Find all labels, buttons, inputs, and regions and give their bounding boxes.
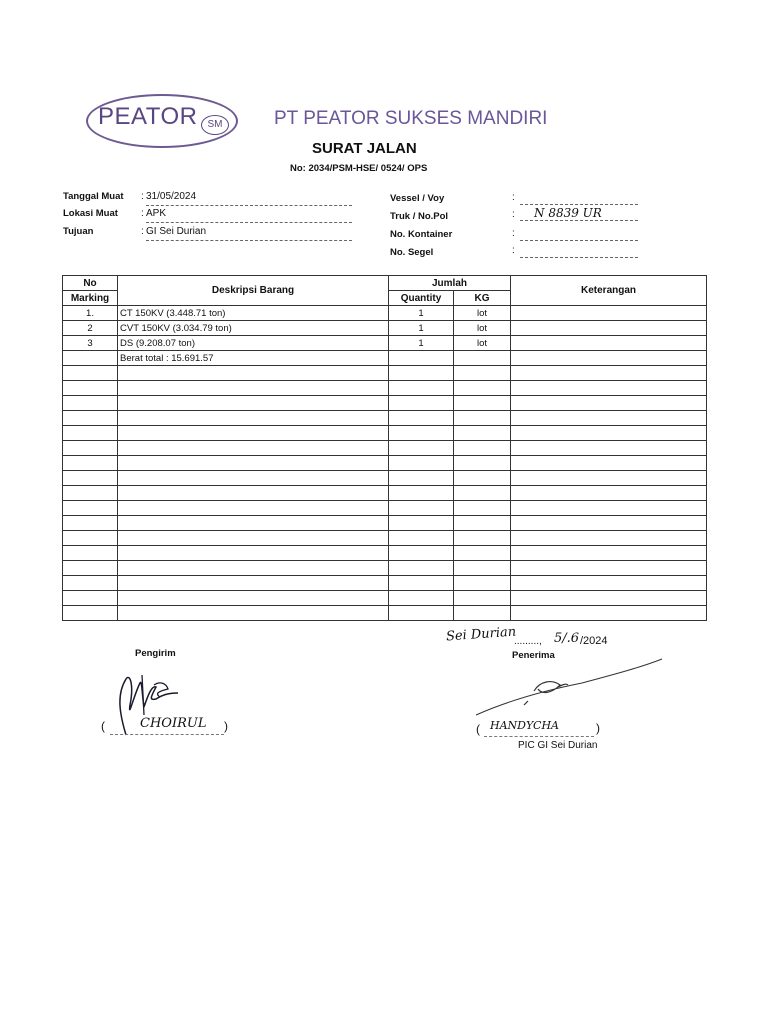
row-kg (454, 351, 511, 366)
empty-row (63, 546, 707, 561)
row-keterangan (511, 351, 707, 366)
row-no: 3 (63, 336, 118, 351)
date-handwritten: 5/.6 (554, 631, 580, 646)
row-no: 2 (63, 321, 118, 336)
header-no: No (63, 276, 118, 291)
receiver-label: Penerima (512, 650, 555, 661)
field-label-no-segel: No. Segel (390, 247, 434, 258)
receiver-signature (472, 655, 672, 720)
field-colon: : (512, 209, 515, 220)
sender-name-line (110, 734, 224, 735)
items-table (62, 275, 707, 621)
empty-row (63, 441, 707, 456)
field-value-no-segel (520, 245, 638, 258)
field-label-tanggal-muat: Tanggal Muat (63, 191, 124, 202)
field-value-truk-nopol: N 8839 UR (520, 206, 638, 221)
empty-row (63, 486, 707, 501)
empty-row (63, 471, 707, 486)
header-deskripsi: Deskripsi Barang (118, 276, 389, 306)
field-value-lokasi-muat: APK (146, 208, 352, 223)
empty-row (63, 561, 707, 576)
row-quantity: 1 (389, 306, 454, 321)
empty-row (63, 426, 707, 441)
empty-row (63, 501, 707, 516)
field-value-no-kontainer (520, 228, 638, 241)
row-no (63, 351, 118, 366)
field-label-no-kontainer: No. Kontainer (390, 229, 453, 240)
row-quantity (389, 351, 454, 366)
company-name: PT PEATOR SUKSES MANDIRI (274, 108, 548, 129)
header-jumlah: Jumlah (389, 276, 511, 291)
empty-row (63, 516, 707, 531)
date-dots: ........., (514, 636, 542, 647)
company-logo-sm-badge: SM (201, 115, 229, 135)
empty-row (63, 456, 707, 471)
receiver-close-paren: ) (596, 721, 600, 735)
row-kg: lot (454, 321, 511, 336)
sender-close-paren: ) (224, 719, 228, 733)
receiver-name-line (484, 736, 594, 737)
row-no: 1. (63, 306, 118, 321)
sender-name: CHOIRUL (140, 716, 207, 731)
field-colon: : (512, 245, 515, 256)
field-colon: : (512, 228, 515, 239)
receiver-open-paren: ( (476, 722, 480, 736)
company-logo-text: PEATOR (98, 103, 198, 130)
row-quantity: 1 (389, 321, 454, 336)
header-kg: KG (454, 291, 511, 306)
field-colon: : (141, 208, 144, 219)
field-label-vessel-voy: Vessel / Voy (390, 193, 445, 204)
place-handwritten: Sei Durian (445, 624, 517, 645)
document-title: SURAT JALAN (312, 140, 417, 157)
empty-row (63, 366, 707, 381)
empty-row (63, 381, 707, 396)
row-description: DS (9.208.07 ton) (118, 336, 389, 351)
field-value-tanggal-muat: 31/05/2024 (146, 191, 352, 206)
sender-label: Pengirim (135, 648, 176, 659)
empty-row (63, 411, 707, 426)
field-label-truk-nopol: Truk / No.Pol (390, 211, 449, 222)
field-label-lokasi-muat: Lokasi Muat (63, 208, 118, 219)
row-kg: lot (454, 336, 511, 351)
header-keterangan: Keterangan (511, 276, 707, 306)
empty-row (63, 396, 707, 411)
document-number: No: 2034/PSM-HSE/ 0524/ OPS (290, 163, 428, 174)
table-row (63, 351, 707, 366)
empty-row (63, 531, 707, 546)
empty-row (63, 606, 707, 621)
header-marking: Marking (63, 291, 118, 306)
empty-row (63, 576, 707, 591)
date-year: /2024 (580, 635, 608, 647)
row-description: Berat total : 15.691.57 (118, 351, 389, 366)
receiver-title: PIC GI Sei Durian (518, 740, 598, 751)
header-quantity: Quantity (389, 291, 454, 306)
table-row (63, 336, 707, 351)
row-quantity: 1 (389, 336, 454, 351)
field-colon: : (512, 192, 515, 203)
field-label-tujuan: Tujuan (63, 226, 94, 237)
field-colon: : (141, 226, 144, 237)
row-keterangan (511, 306, 707, 321)
row-kg: lot (454, 306, 511, 321)
field-value-vessel-voy (520, 192, 638, 205)
row-description: CT 150KV (3.448.71 ton) (118, 306, 389, 321)
field-value-tujuan: GI Sei Durian (146, 226, 352, 241)
table-row (63, 321, 707, 336)
field-colon: : (141, 191, 144, 202)
empty-row (63, 591, 707, 606)
row-keterangan (511, 321, 707, 336)
sender-open-paren: ( (101, 719, 105, 733)
row-description: CVT 150KV (3.034.79 ton) (118, 321, 389, 336)
table-row (63, 306, 707, 321)
row-keterangan (511, 336, 707, 351)
receiver-name: HANDYCHA (490, 719, 560, 732)
